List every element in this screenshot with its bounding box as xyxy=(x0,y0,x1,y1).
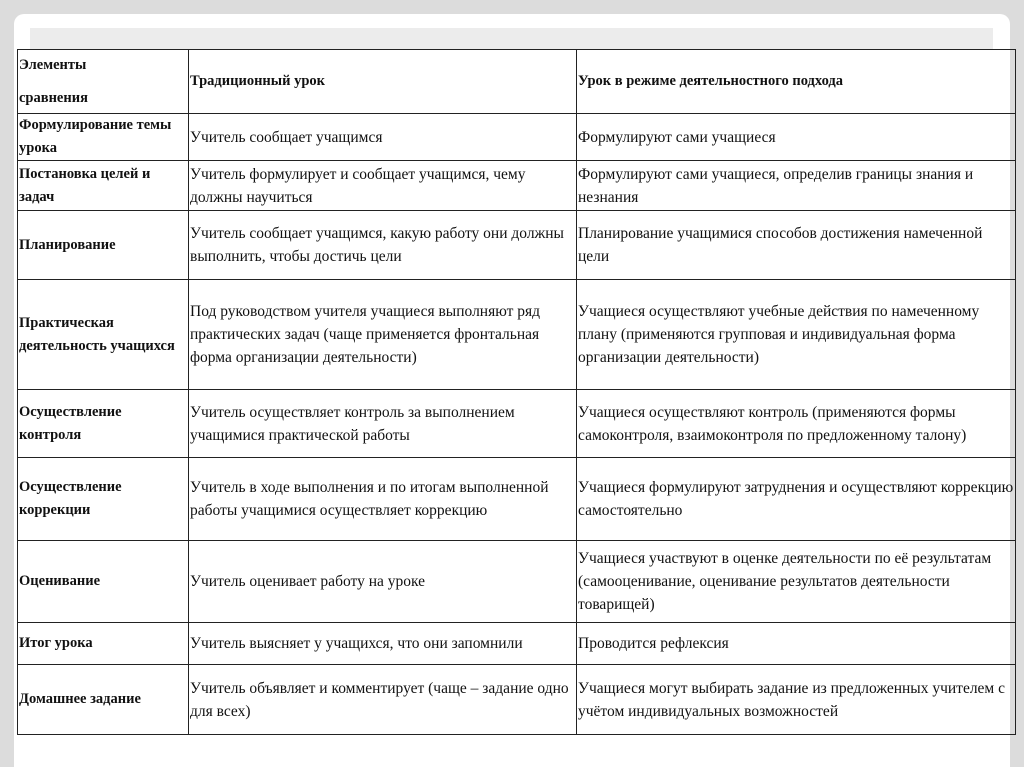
table-row xyxy=(18,114,1016,161)
row-element-cell: Практическая деятельность учащихся xyxy=(18,280,189,390)
row-element-cell: Осуществление контроля xyxy=(18,390,189,458)
row-traditional-cell: Учитель сообщает учащимся xyxy=(189,114,577,161)
row-activity-cell: Учащиеся осуществляют контроль (применяются формы самоконтроля, взаимоконтроля по предложенному талону) xyxy=(577,390,1016,458)
row-activity-cell: Учащиеся участвуют в оценке деятельности по её результатам (самооценивание, оценивание результатов деятельности товарищей) xyxy=(577,541,1016,623)
header-elements-line2: сравнения xyxy=(19,89,88,106)
table-row xyxy=(18,665,1016,735)
row-element-cell: Домашнее задание xyxy=(18,665,189,735)
row-element-cell: Итог урока xyxy=(18,623,189,665)
table-header-row xyxy=(18,50,1016,114)
row-traditional-cell: Учитель объявляет и комментирует (чаще – задание одно для всех) xyxy=(189,665,577,735)
row-element-cell: Постановка целей и задач xyxy=(18,161,189,211)
table-row xyxy=(18,541,1016,623)
row-activity-cell: Учащиеся могут выбирать задание из предложенных учителем с учётом индивидуальных возможностей xyxy=(577,665,1016,735)
table-row xyxy=(18,458,1016,541)
header-elements-line1: Элементы xyxy=(19,56,87,73)
row-activity-cell: Учащиеся формулируют затруднения и осуществляют коррекцию самостоятельно xyxy=(577,458,1016,541)
row-traditional-cell: Учитель выясняет у учащихся, что они запомнили xyxy=(189,623,577,665)
row-element-cell: Осуществление коррекции xyxy=(18,458,189,541)
row-activity-cell: Проводится рефлексия xyxy=(577,623,1016,665)
header-cell-traditional: Традиционный урок xyxy=(189,50,577,114)
row-traditional-cell: Учитель осуществляет контроль за выполнением учащимися практической работы xyxy=(189,390,577,458)
row-element-cell: Планирование xyxy=(18,211,189,280)
row-traditional-cell: Учитель сообщает учащимся, какую работу они должны выполнить, чтобы достичь цели xyxy=(189,211,577,280)
row-element-cell: Оценивание xyxy=(18,541,189,623)
row-element-cell: Формулирование темы урока xyxy=(18,114,189,161)
comparison-table xyxy=(17,49,1016,735)
table-row xyxy=(18,390,1016,458)
row-activity-cell: Учащиеся осуществляют учебные действия по намеченному плану (применяются групповая и индивидуальная форма организации деятельности) xyxy=(577,280,1016,390)
header-cell-elements xyxy=(18,50,189,114)
row-activity-cell: Формулируют сами учащиеся, определив границы знания и незнания xyxy=(577,161,1016,211)
table-row xyxy=(18,211,1016,280)
row-activity-cell: Формулируют сами учащиеся xyxy=(577,114,1016,161)
table-row xyxy=(18,623,1016,665)
row-traditional-cell: Учитель оценивает работу на уроке xyxy=(189,541,577,623)
row-activity-cell: Планирование учащимися способов достижения намеченной цели xyxy=(577,211,1016,280)
slide-top-bar xyxy=(30,28,993,50)
table-row xyxy=(18,161,1016,211)
row-traditional-cell: Учитель формулирует и сообщает учащимся, чему должны научиться xyxy=(189,161,577,211)
row-traditional-cell: Под руководством учителя учащиеся выполняют ряд практических задач (чаще применяется фронтальная форма организации деятельности) xyxy=(189,280,577,390)
table-row xyxy=(18,280,1016,390)
header-cell-activity: Урок в режиме деятельностного подхода xyxy=(577,50,1016,114)
row-traditional-cell: Учитель в ходе выполнения и по итогам выполненной работы учащимися осуществляет коррекцию xyxy=(189,458,577,541)
